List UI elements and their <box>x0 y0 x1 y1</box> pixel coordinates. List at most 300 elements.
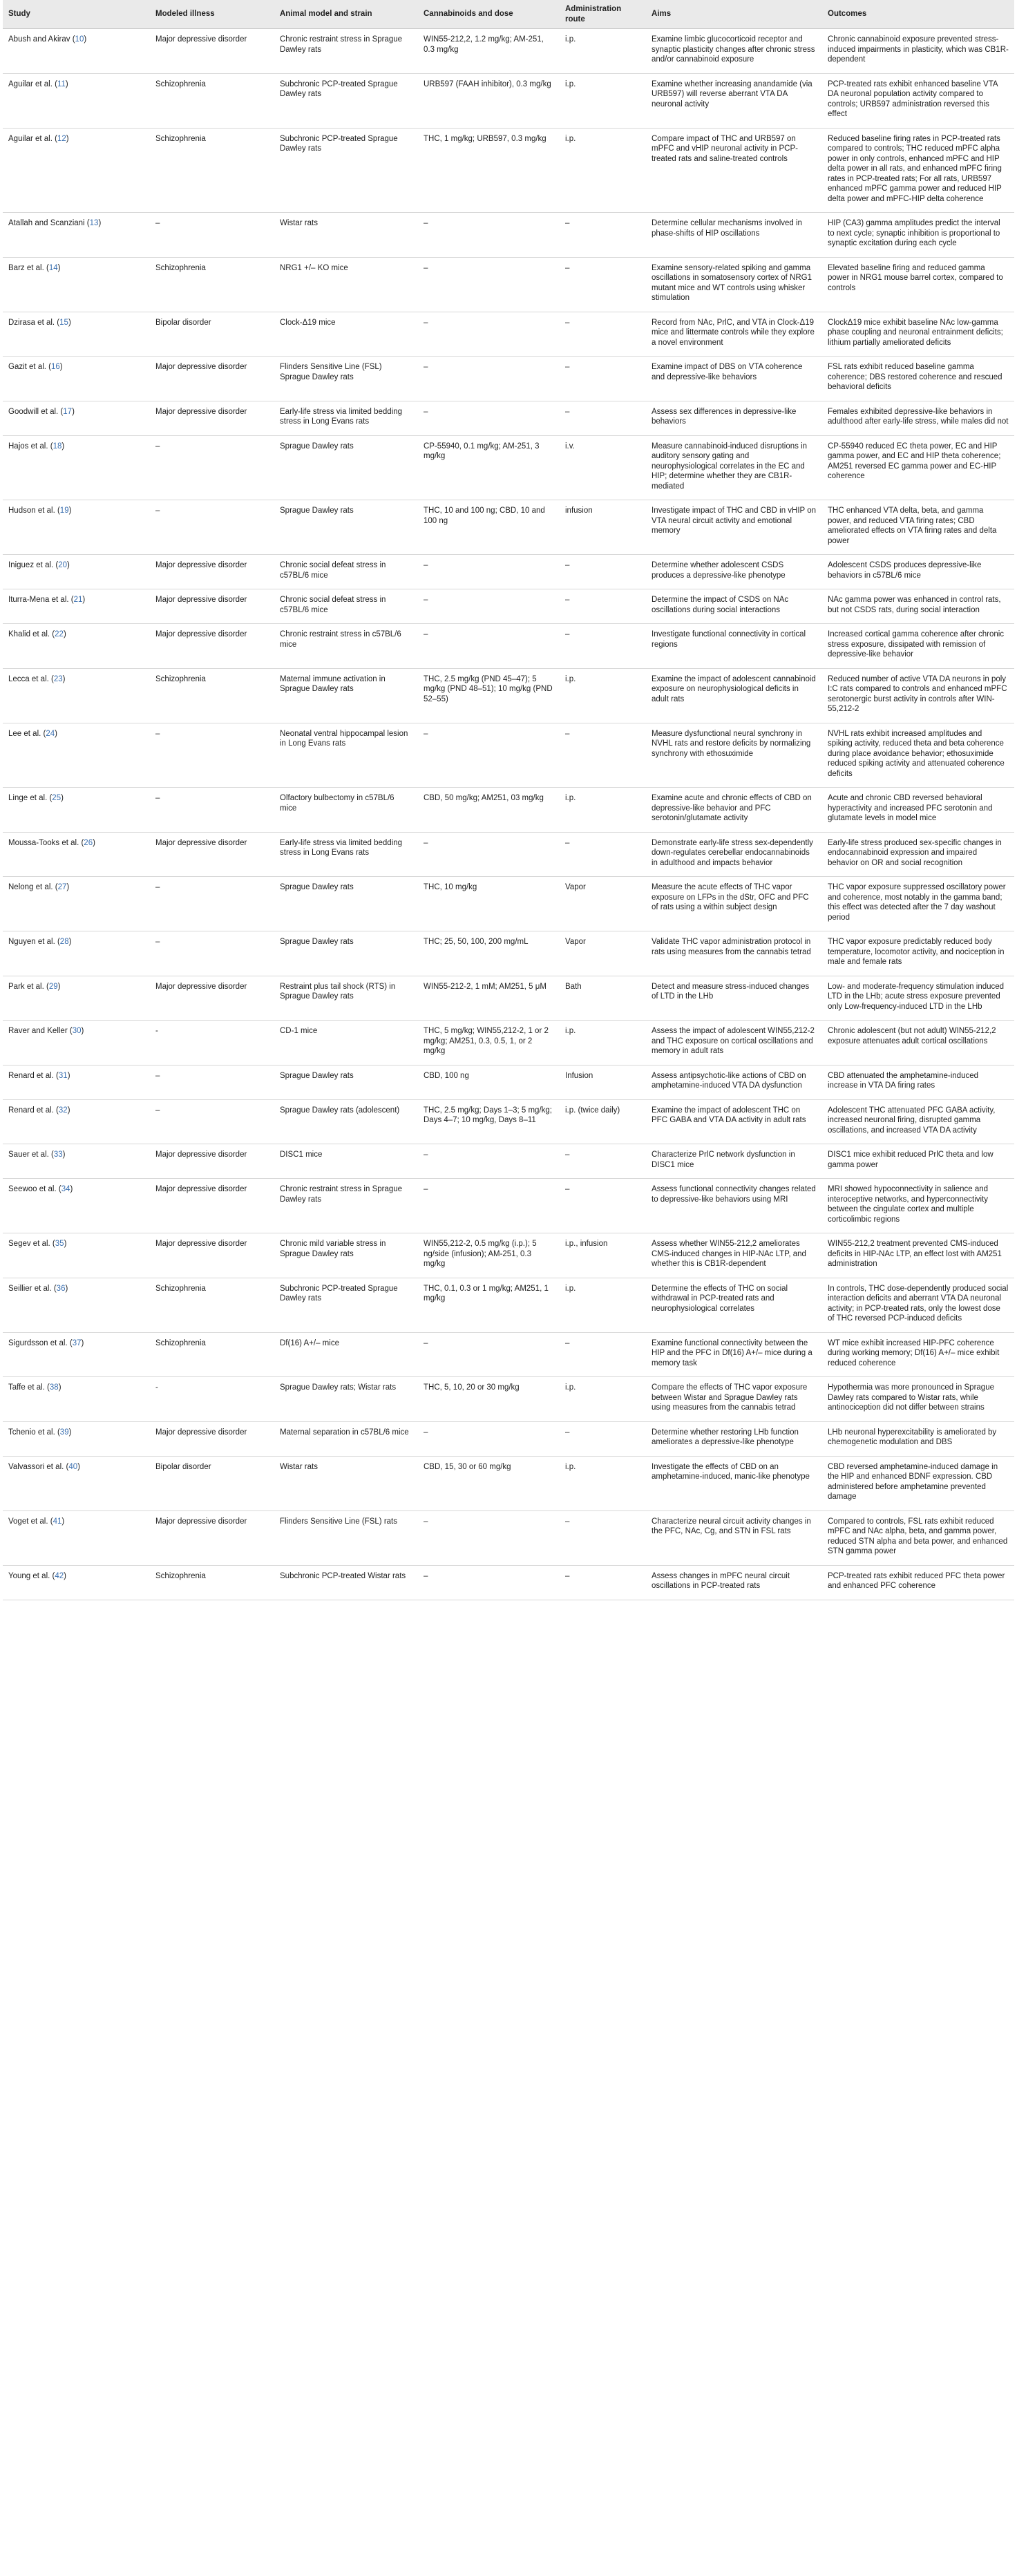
cell-aims: Examine whether increasing anandamide (via URB597) will reverse aberrant VTA DA neuronal activity <box>646 73 822 128</box>
cell-cannabinoids-dose: – <box>418 1510 560 1565</box>
cell-study: Renard et al. (32) <box>3 1099 150 1144</box>
cell-outcomes: THC vapor exposure suppressed oscillatory power and coherence, most notably in the gamma band; this effect was detected after the 7 day washout period <box>822 877 1014 931</box>
cell-modeled-illness: - <box>150 1021 274 1066</box>
cell-study: Moussa-Tooks et al. (26) <box>3 832 150 877</box>
cell-aims: Examine the impact of adolescent THC on PFC GABA and VTA DA activity in adult rats <box>646 1099 822 1144</box>
cell-modeled-illness: – <box>150 435 274 500</box>
cell-study: Aguilar et al. (11) <box>3 73 150 128</box>
cell-modeled-illness: Major depressive disorder <box>150 1233 274 1278</box>
cell-modeled-illness: – <box>150 1065 274 1099</box>
cell-aims: Determine the effects of THC on social withdrawal in PCP-treated rats and neurophysiological correlates <box>646 1278 822 1332</box>
cell-animal-model: Chronic restraint stress in Sprague Dawley rats <box>274 29 418 74</box>
table-row <box>3 624 1014 669</box>
cell-administration-route: – <box>560 1179 646 1233</box>
reference-link[interactable]: 16 <box>51 363 60 371</box>
cell-cannabinoids-dose: CP-55940, 0.1 mg/kg; AM-251, 3 mg/kg <box>418 435 560 500</box>
cell-animal-model: NRG1 +/– KO mice <box>274 257 418 312</box>
cell-aims: Characterize PrlC network dysfunction in DISC1 mice <box>646 1144 822 1179</box>
table-row <box>3 1065 1014 1099</box>
reference-link[interactable]: 33 <box>53 1150 63 1159</box>
reference-link[interactable]: 25 <box>52 794 61 802</box>
table-row <box>3 1332 1014 1377</box>
cell-cannabinoids-dose: – <box>418 1144 560 1179</box>
cell-study: Renard et al. (31) <box>3 1065 150 1099</box>
cell-outcomes: FSL rats exhibit reduced baseline gamma coherence; DBS restored coherence and rescued behavioral deficits <box>822 357 1014 401</box>
cell-outcomes: LHb neuronal hyperexcitability is ameliorated by chemogenetic modulation and DBS <box>822 1421 1014 1456</box>
cell-administration-route: – <box>560 312 646 357</box>
cell-outcomes: PCP-treated rats exhibit enhanced baseline VTA DA neuronal population activity compared to controls; URB597 administration reversed this effect <box>822 73 1014 128</box>
cell-administration-route: i.p. <box>560 29 646 74</box>
table-row <box>3 500 1014 555</box>
cell-administration-route: i.p. <box>560 128 646 213</box>
cell-modeled-illness: Schizophrenia <box>150 668 274 723</box>
cell-cannabinoids-dose: – <box>418 401 560 435</box>
cell-animal-model: Subchronic PCP-treated Wistar rats <box>274 1565 418 1600</box>
study-author: Park et al. <box>8 982 44 991</box>
cell-aims: Investigate impact of THC and CBD in vHIP on VTA neural circuit activity and emotional memory <box>646 500 822 555</box>
table-row <box>3 435 1014 500</box>
cell-animal-model: Subchronic PCP-treated Sprague Dawley rats <box>274 73 418 128</box>
cell-cannabinoids-dose: URB597 (FAAH inhibitor), 0.3 mg/kg <box>418 73 560 128</box>
cell-study: Valvassori et al. (40) <box>3 1456 150 1510</box>
reference-link[interactable]: 26 <box>84 838 93 847</box>
table-row <box>3 1510 1014 1565</box>
cell-administration-route: i.p. <box>560 73 646 128</box>
cell-animal-model: DISC1 mice <box>274 1144 418 1179</box>
reference-link[interactable]: 35 <box>55 1240 64 1248</box>
study-author: Iniguez et al. <box>8 561 54 569</box>
reference-link[interactable]: 17 <box>63 407 73 416</box>
cell-outcomes: WT mice exhibit increased HIP-PFC coherence during working memory; Df(16) A+/– mice exhibit reduced coherence <box>822 1332 1014 1377</box>
cell-animal-model: Sprague Dawley rats <box>274 877 418 931</box>
cell-modeled-illness: – <box>150 213 274 258</box>
reference-link[interactable]: 11 <box>57 79 66 88</box>
cell-study: Lee et al. (24) <box>3 723 150 788</box>
study-author: Sauer et al. <box>8 1150 49 1159</box>
cell-study: Hajos et al. (18) <box>3 435 150 500</box>
study-author: Seillier et al. <box>8 1284 52 1293</box>
cell-administration-route: – <box>560 832 646 877</box>
table-row <box>3 401 1014 435</box>
study-author: Aguilar et al. <box>8 79 53 88</box>
cell-aims: Investigate the effects of CBD on an amphetamine-induced, manic-like phenotype <box>646 1456 822 1510</box>
cell-animal-model: Chronic social defeat stress in c57BL/6 mice <box>274 555 418 589</box>
cell-study: Lecca et al. (23) <box>3 668 150 723</box>
cell-cannabinoids-dose: – <box>418 357 560 401</box>
reference-link[interactable]: 37 <box>72 1338 82 1347</box>
cell-aims: Measure cannabinoid-induced disruptions in auditory sensory gating and neurophysiological correlates in the EC and HIP; determine whether they are CB1R-mediated <box>646 435 822 500</box>
reference-link[interactable]: 19 <box>59 506 69 515</box>
cell-modeled-illness: Schizophrenia <box>150 1278 274 1332</box>
header-outcomes: Outcomes <box>822 0 1014 29</box>
cell-outcomes: HIP (CA3) gamma amplitudes predict the interval to next cycle; synaptic inhibition is proportional to synaptic excitation during each cycle <box>822 213 1014 258</box>
study-author: Abush and Akirav <box>8 35 70 44</box>
cell-study: Barz et al. (14) <box>3 257 150 312</box>
cell-administration-route: – <box>560 723 646 788</box>
cell-study: Nelong et al. (27) <box>3 877 150 931</box>
cell-administration-route: – <box>560 624 646 669</box>
cell-outcomes: Adolescent CSDS produces depressive-like behaviors in c57BL/6 mice <box>822 555 1014 589</box>
reference-link[interactable]: 42 <box>55 1571 64 1580</box>
table-row <box>3 1179 1014 1233</box>
table-row <box>3 723 1014 788</box>
table-row <box>3 29 1014 74</box>
cell-cannabinoids-dose: THC, 2.5 mg/kg; Days 1–3; 5 mg/kg; Days 4–7; 10 mg/kg, Days 8–11 <box>418 1099 560 1144</box>
reference-link[interactable]: 12 <box>57 134 66 143</box>
table-header <box>3 0 1014 29</box>
cell-administration-route: i.p. <box>560 1377 646 1422</box>
cell-modeled-illness: Major depressive disorder <box>150 357 274 401</box>
cell-cannabinoids-dose: – <box>418 213 560 258</box>
reference-link[interactable]: 29 <box>48 982 58 991</box>
cell-modeled-illness: Major depressive disorder <box>150 832 274 877</box>
cell-administration-route: – <box>560 1421 646 1456</box>
cell-administration-route: – <box>560 357 646 401</box>
table-row <box>3 1099 1014 1144</box>
reference-link[interactable]: 39 <box>59 1428 69 1437</box>
cell-animal-model: Flinders Sensitive Line (FSL) Sprague Dawley rats <box>274 357 418 401</box>
cell-aims: Determine cellular mechanisms involved in phase-shifts of HIP oscillations <box>646 213 822 258</box>
study-author: Taffe et al. <box>8 1383 45 1392</box>
cell-administration-route: – <box>560 1332 646 1377</box>
cell-cannabinoids-dose: – <box>418 1421 560 1456</box>
cell-outcomes: Early-life stress produced sex-specific changes in endocannabinoid expression and impaired behavior on OR and social recognition <box>822 832 1014 877</box>
header-study: Study <box>3 0 150 29</box>
study-author: Lecca et al. <box>8 674 49 683</box>
cell-cannabinoids-dose: – <box>418 555 560 589</box>
study-author: Renard et al. <box>8 1071 54 1080</box>
table-row <box>3 1021 1014 1066</box>
cell-outcomes: NAc gamma power was enhanced in control rats, but not CSDS rats, during social interaction <box>822 589 1014 624</box>
cell-aims: Determine the impact of CSDS on NAc oscillations during social interactions <box>646 589 822 624</box>
cell-outcomes: Elevated baseline firing and reduced gamma power in NRG1 mouse barrel cortex, compared to controls <box>822 257 1014 312</box>
cell-outcomes: CBD attenuated the amphetamine-induced increase in VTA DA firing rates <box>822 1065 1014 1099</box>
cell-animal-model: Sprague Dawley rats <box>274 1065 418 1099</box>
study-author: Nguyen et al. <box>8 938 55 946</box>
reference-link[interactable]: 31 <box>58 1071 68 1080</box>
cell-aims: Measure the acute effects of THC vapor exposure on LFPs in the dStr, OFC and PFC of rats using a within subject design <box>646 877 822 931</box>
reference-link[interactable]: 36 <box>56 1284 66 1293</box>
cell-modeled-illness: Major depressive disorder <box>150 555 274 589</box>
cell-study: Atallah and Scanziani (13) <box>3 213 150 258</box>
reference-link[interactable]: 20 <box>58 561 68 569</box>
cell-study: Khalid et al. (22) <box>3 624 150 669</box>
study-author: Voget et al. <box>8 1517 48 1526</box>
cell-administration-route: i.p. <box>560 1021 646 1066</box>
study-author: Atallah and Scanziani <box>8 219 85 227</box>
cell-administration-route: i.p. <box>560 1456 646 1510</box>
cell-animal-model: Early-life stress via limited bedding stress in Long Evans rats <box>274 832 418 877</box>
reference-link[interactable]: 32 <box>58 1106 68 1115</box>
cell-administration-route: i.p. <box>560 668 646 723</box>
cell-administration-route: Vapor <box>560 931 646 976</box>
cell-cannabinoids-dose: THC, 0.1, 0.3 or 1 mg/kg; AM251, 1 mg/kg <box>418 1278 560 1332</box>
cell-study: Young et al. (42) <box>3 1565 150 1600</box>
cell-outcomes: Increased cortical gamma coherence after chronic stress exposure, dissipated with remission of depressive-like behavior <box>822 624 1014 669</box>
study-author: Lee et al. <box>8 729 41 738</box>
cell-aims: Examine limbic glucocorticoid receptor and synaptic plasticity changes after chronic stress and/or cannabinoid exposure <box>646 29 822 74</box>
cell-aims: Compare impact of THC and URB597 on mPFC and vHIP neuronal activity in PCP-treated rats and saline-treated controls <box>646 128 822 213</box>
cell-animal-model: Maternal immune activation in Sprague Dawley rats <box>274 668 418 723</box>
cell-modeled-illness: Bipolar disorder <box>150 312 274 357</box>
cell-cannabinoids-dose: CBD, 100 ng <box>418 1065 560 1099</box>
study-author: Hajos et al. <box>8 442 48 451</box>
reference-link[interactable]: 24 <box>46 729 55 738</box>
cell-outcomes: In controls, THC dose-dependently produced social interaction deficits and aberrant VTA DA neuronal activity; in PCP-treated rats, only the lowest dose of THC reversed PCP-induced deficits <box>822 1278 1014 1332</box>
study-author: Tchenio et al. <box>8 1428 55 1437</box>
table-row <box>3 931 1014 976</box>
cell-study: Linge et al. (25) <box>3 788 150 833</box>
cell-aims: Determine whether adolescent CSDS produces a depressive-like phenotype <box>646 555 822 589</box>
table-row <box>3 1456 1014 1510</box>
study-table <box>3 0 1014 1600</box>
table-row <box>3 1144 1014 1179</box>
study-author: Linge et al. <box>8 794 48 802</box>
cell-administration-route: i.p. (twice daily) <box>560 1099 646 1144</box>
reference-link[interactable]: 30 <box>72 1027 82 1035</box>
cell-study: Raver and Keller (30) <box>3 1021 150 1066</box>
cell-modeled-illness: Major depressive disorder <box>150 1510 274 1565</box>
table-row <box>3 976 1014 1021</box>
cell-animal-model: Restraint plus tail shock (RTS) in Sprague Dawley rats <box>274 976 418 1021</box>
table-row <box>3 1278 1014 1332</box>
cell-administration-route: i.p. <box>560 788 646 833</box>
cell-administration-route: – <box>560 1565 646 1600</box>
cell-study: Iturra-Mena et al. (21) <box>3 589 150 624</box>
table-row <box>3 257 1014 312</box>
cell-study: Park et al. (29) <box>3 976 150 1021</box>
cell-aims: Investigate functional connectivity in cortical regions <box>646 624 822 669</box>
header-row <box>3 0 1014 29</box>
cell-animal-model: Olfactory bulbectomy in c57BL/6 mice <box>274 788 418 833</box>
cell-outcomes: Low- and moderate-frequency stimulation induced LTD in the LHb; acute stress exposure prevented only Low-frequency-induced LTD in the LHb <box>822 976 1014 1021</box>
cell-modeled-illness: Major depressive disorder <box>150 589 274 624</box>
reference-link[interactable]: 40 <box>68 1462 78 1471</box>
study-author: Moussa-Tooks et al. <box>8 838 79 847</box>
study-author: Hudson et al. <box>8 506 55 515</box>
cell-study: Tchenio et al. (39) <box>3 1421 150 1456</box>
cell-outcomes: Females exhibited depressive-like behaviors in adulthood after early-life stress, while males did not <box>822 401 1014 435</box>
cell-modeled-illness: Schizophrenia <box>150 73 274 128</box>
cell-administration-route: – <box>560 257 646 312</box>
cell-modeled-illness: – <box>150 877 274 931</box>
cell-cannabinoids-dose: CBD, 50 mg/kg; AM251, 03 mg/kg <box>418 788 560 833</box>
study-author: Gazit et al. <box>8 363 46 371</box>
cell-administration-route: – <box>560 1144 646 1179</box>
cell-administration-route: Infusion <box>560 1065 646 1099</box>
cell-modeled-illness: Major depressive disorder <box>150 1144 274 1179</box>
cell-cannabinoids-dose: THC, 1 mg/kg; URB597, 0.3 mg/kg <box>418 128 560 213</box>
cell-study: Gazit et al. (16) <box>3 357 150 401</box>
study-author: Raver and Keller <box>8 1027 68 1035</box>
cell-cannabinoids-dose: – <box>418 257 560 312</box>
reference-link[interactable]: 13 <box>89 219 99 227</box>
cell-aims: Record from NAc, PrlC, and VTA in Clock-Δ19 mice and littermate controls while they explore a novel environment <box>646 312 822 357</box>
cell-study: Taffe et al. (38) <box>3 1377 150 1422</box>
cell-cannabinoids-dose: – <box>418 1332 560 1377</box>
cell-cannabinoids-dose: WIN55-212-2, 1 mM; AM251, 5 μM <box>418 976 560 1021</box>
cell-outcomes: Acute and chronic CBD reversed behavioral hyperactivity and increased PFC serotonin and glutamate levels in model mice <box>822 788 1014 833</box>
table-row <box>3 213 1014 258</box>
cell-animal-model: Subchronic PCP-treated Sprague Dawley rats <box>274 1278 418 1332</box>
cell-outcomes: THC enhanced VTA delta, beta, and gamma power, and reduced VTA firing rates; CBD ameliorated effects on VTA firing rates and delta power <box>822 500 1014 555</box>
table-row <box>3 1565 1014 1600</box>
cell-animal-model: CD-1 mice <box>274 1021 418 1066</box>
cell-cannabinoids-dose: – <box>418 312 560 357</box>
cell-study: Seewoo et al. (34) <box>3 1179 150 1233</box>
cell-modeled-illness: - <box>150 1377 274 1422</box>
table-row <box>3 357 1014 401</box>
cell-outcomes: CBD reversed amphetamine-induced damage in the HIP and enhanced BDNF expression. CBD administered before amphetamine prevented damage <box>822 1456 1014 1510</box>
cell-outcomes: DISC1 mice exhibit reduced PrlC theta and low gamma power <box>822 1144 1014 1179</box>
header-cannabinoids-dose: Cannabinoids and dose <box>418 0 560 29</box>
cell-modeled-illness: Major depressive disorder <box>150 1179 274 1233</box>
table-row <box>3 877 1014 931</box>
reference-link[interactable]: 34 <box>61 1185 70 1193</box>
cell-animal-model: Early-life stress via limited bedding stress in Long Evans rats <box>274 401 418 435</box>
cell-aims: Measure dysfunctional neural synchrony in NVHL rats and restore deficits by normalizing synchrony with ethosuximide <box>646 723 822 788</box>
cell-study: Segev et al. (35) <box>3 1233 150 1278</box>
study-author: Iturra-Mena et al. <box>8 596 69 604</box>
cell-administration-route: – <box>560 589 646 624</box>
cell-animal-model: Sprague Dawley rats (adolescent) <box>274 1099 418 1144</box>
cell-animal-model: Wistar rats <box>274 213 418 258</box>
cell-cannabinoids-dose: WIN55,212-2, 0.5 mg/kg (i.p.); 5 ng/side (infusion); AM-251, 0.3 mg/kg <box>418 1233 560 1278</box>
cell-study: Seillier et al. (36) <box>3 1278 150 1332</box>
cell-animal-model: Chronic restraint stress in Sprague Dawley rats <box>274 1179 418 1233</box>
cell-modeled-illness: – <box>150 500 274 555</box>
header-aims: Aims <box>646 0 822 29</box>
study-author: Barz et al. <box>8 263 44 272</box>
cell-animal-model: Chronic social defeat stress in c57BL/6 mice <box>274 589 418 624</box>
cell-aims: Characterize neural circuit activity changes in the PFC, NAc, Cg, and STN in FSL rats <box>646 1510 822 1565</box>
cell-administration-route: – <box>560 1510 646 1565</box>
cell-aims: Assess the impact of adolescent WIN55,212-2 and THC exposure on cortical oscillations and memory in adult rats <box>646 1021 822 1066</box>
cell-aims: Assess whether WIN55-212,2 ameliorates CMS-induced changes in HIP-NAc LTP, and whether this is CB1R-dependent <box>646 1233 822 1278</box>
cell-modeled-illness: Schizophrenia <box>150 1565 274 1600</box>
cell-cannabinoids-dose: THC, 5, 10, 20 or 30 mg/kg <box>418 1377 560 1422</box>
cell-aims: Examine impact of DBS on VTA coherence and depressive-like behaviors <box>646 357 822 401</box>
reference-link[interactable]: 14 <box>48 263 58 272</box>
cell-cannabinoids-dose: THC, 10 mg/kg <box>418 877 560 931</box>
cell-study: Nguyen et al. (28) <box>3 931 150 976</box>
header-modeled-illness: Modeled illness <box>150 0 274 29</box>
cell-outcomes: Reduced baseline firing rates in PCP-treated rats compared to controls; THC reduced mPFC alpha power in only controls, enhanced mPFC and HIP delta power in all rats, and enhanced mPFC firing rates in PCP-treated rats; For all rats, URB597 enhanced mPFC gamma power and reduced HIP delta power and mPFC-HIP delta coherence <box>822 128 1014 213</box>
cell-animal-model: Sprague Dawley rats; Wistar rats <box>274 1377 418 1422</box>
study-author: Dzirasa et al. <box>8 318 55 327</box>
reference-link[interactable]: 23 <box>53 674 63 683</box>
cell-administration-route: infusion <box>560 500 646 555</box>
cell-aims: Determine whether restoring LHb function ameliorates a depressive-like phenotype <box>646 1421 822 1456</box>
cell-outcomes: Hypothermia was more pronounced in Sprague Dawley rats compared to Wistar rats, while antinociception did not differ between strains <box>822 1377 1014 1422</box>
reference-link[interactable]: 38 <box>49 1383 59 1392</box>
cell-animal-model: Subchronic PCP-treated Sprague Dawley rats <box>274 128 418 213</box>
cell-cannabinoids-dose: – <box>418 624 560 669</box>
cell-administration-route: – <box>560 555 646 589</box>
cell-study: Aguilar et al. (12) <box>3 128 150 213</box>
cell-outcomes: Chronic cannabinoid exposure prevented stress-induced impairments in plasticity, which was CB1R-dependent <box>822 29 1014 74</box>
table-body <box>3 29 1014 1600</box>
table-row <box>3 1377 1014 1422</box>
cell-modeled-illness: – <box>150 788 274 833</box>
cell-cannabinoids-dose: CBD, 15, 30 or 60 mg/kg <box>418 1456 560 1510</box>
table-row <box>3 73 1014 128</box>
cell-outcomes: PCP-treated rats exhibit reduced PFC theta power and enhanced PFC coherence <box>822 1565 1014 1600</box>
cell-cannabinoids-dose: THC; 25, 50, 100, 200 mg/mL <box>418 931 560 976</box>
cell-aims: Assess functional connectivity changes related to depressive-like behaviors using MRI <box>646 1179 822 1233</box>
cell-aims: Detect and measure stress-induced changes of LTD in the LHb <box>646 976 822 1021</box>
study-author: Segev et al. <box>8 1240 50 1248</box>
cell-outcomes: Chronic adolescent (but not adult) WIN55-212,2 exposure attenuates adult cortical oscillations <box>822 1021 1014 1066</box>
reference-link[interactable]: 18 <box>53 442 62 451</box>
reference-link[interactable]: 10 <box>75 35 84 44</box>
cell-aims: Demonstrate early-life stress sex-dependently down-regulates cerebellar endocannabinoids in adulthood and impacts behavior <box>646 832 822 877</box>
cell-aims: Examine sensory-related spiking and gamma oscillations in somatosensory cortex of NRG1 mutant mice and WT controls using whisker stimulation <box>646 257 822 312</box>
cell-cannabinoids-dose: – <box>418 723 560 788</box>
cell-cannabinoids-dose: – <box>418 589 560 624</box>
cell-animal-model: Sprague Dawley rats <box>274 931 418 976</box>
header-administration-route: Administration route <box>560 0 646 29</box>
study-author: Sigurdsson et al. <box>8 1338 68 1347</box>
cell-study: Goodwill et al. (17) <box>3 401 150 435</box>
cell-modeled-illness: – <box>150 1099 274 1144</box>
cell-animal-model: Chronic restraint stress in c57BL/6 mice <box>274 624 418 669</box>
cell-cannabinoids-dose: THC, 10 and 100 ng; CBD, 10 and 100 ng <box>418 500 560 555</box>
table-row <box>3 128 1014 213</box>
table-row <box>3 832 1014 877</box>
study-author: Aguilar et al. <box>8 134 53 143</box>
study-author: Renard et al. <box>8 1106 54 1115</box>
reference-link[interactable]: 21 <box>73 596 83 604</box>
study-author: Young et al. <box>8 1571 50 1580</box>
cell-modeled-illness: Major depressive disorder <box>150 401 274 435</box>
cell-outcomes: Compared to controls, FSL rats exhibit reduced mPFC and NAc alpha, beta, and gamma power, reduced STN alpha and beta power, and enhanced STN gamma power <box>822 1510 1014 1565</box>
reference-link[interactable]: 28 <box>59 938 69 946</box>
cell-modeled-illness: Schizophrenia <box>150 128 274 213</box>
reference-link[interactable]: 22 <box>55 630 64 638</box>
cell-cannabinoids-dose: – <box>418 832 560 877</box>
cell-study: Abush and Akirav (10) <box>3 29 150 74</box>
cell-outcomes: CP-55940 reduced EC theta power, EC and HIP gamma power, and EC and HIP theta coherence; AM251 reversed EC gamma power and EC-HIP coherence <box>822 435 1014 500</box>
cell-animal-model: Sprague Dawley rats <box>274 435 418 500</box>
cell-animal-model: Sprague Dawley rats <box>274 500 418 555</box>
cell-modeled-illness: Major depressive disorder <box>150 29 274 74</box>
table-row <box>3 589 1014 624</box>
reference-link[interactable]: 15 <box>59 318 68 327</box>
study-author: Goodwill et al. <box>8 407 59 416</box>
cell-modeled-illness: – <box>150 931 274 976</box>
cell-animal-model: Df(16) A+/– mice <box>274 1332 418 1377</box>
table-row <box>3 788 1014 833</box>
cell-administration-route: – <box>560 213 646 258</box>
cell-cannabinoids-dose: THC, 2.5 mg/kg (PND 45–47); 5 mg/kg (PND 48–51); 10 mg/kg (PND 52–55) <box>418 668 560 723</box>
cell-study: Dzirasa et al. (15) <box>3 312 150 357</box>
reference-link[interactable]: 27 <box>57 883 67 891</box>
cell-cannabinoids-dose: – <box>418 1565 560 1600</box>
study-author: Seewoo et al. <box>8 1185 57 1193</box>
cell-administration-route: Vapor <box>560 877 646 931</box>
reference-link[interactable]: 41 <box>53 1517 62 1526</box>
cell-administration-route: i.p., infusion <box>560 1233 646 1278</box>
cell-aims: Assess changes in mPFC neural circuit oscillations in PCP-treated rats <box>646 1565 822 1600</box>
header-animal-model: Animal model and strain <box>274 0 418 29</box>
table-row <box>3 1233 1014 1278</box>
cell-outcomes: WIN55-212,2 treatment prevented CMS-induced deficits in HIP-NAc LTP, an effect lost with AM251 administration <box>822 1233 1014 1278</box>
cell-administration-route: i.p. <box>560 1278 646 1332</box>
cell-study: Hudson et al. (19) <box>3 500 150 555</box>
cell-administration-route: i.v. <box>560 435 646 500</box>
cell-cannabinoids-dose: WIN55-212,2, 1.2 mg/kg; AM-251, 0.3 mg/kg <box>418 29 560 74</box>
